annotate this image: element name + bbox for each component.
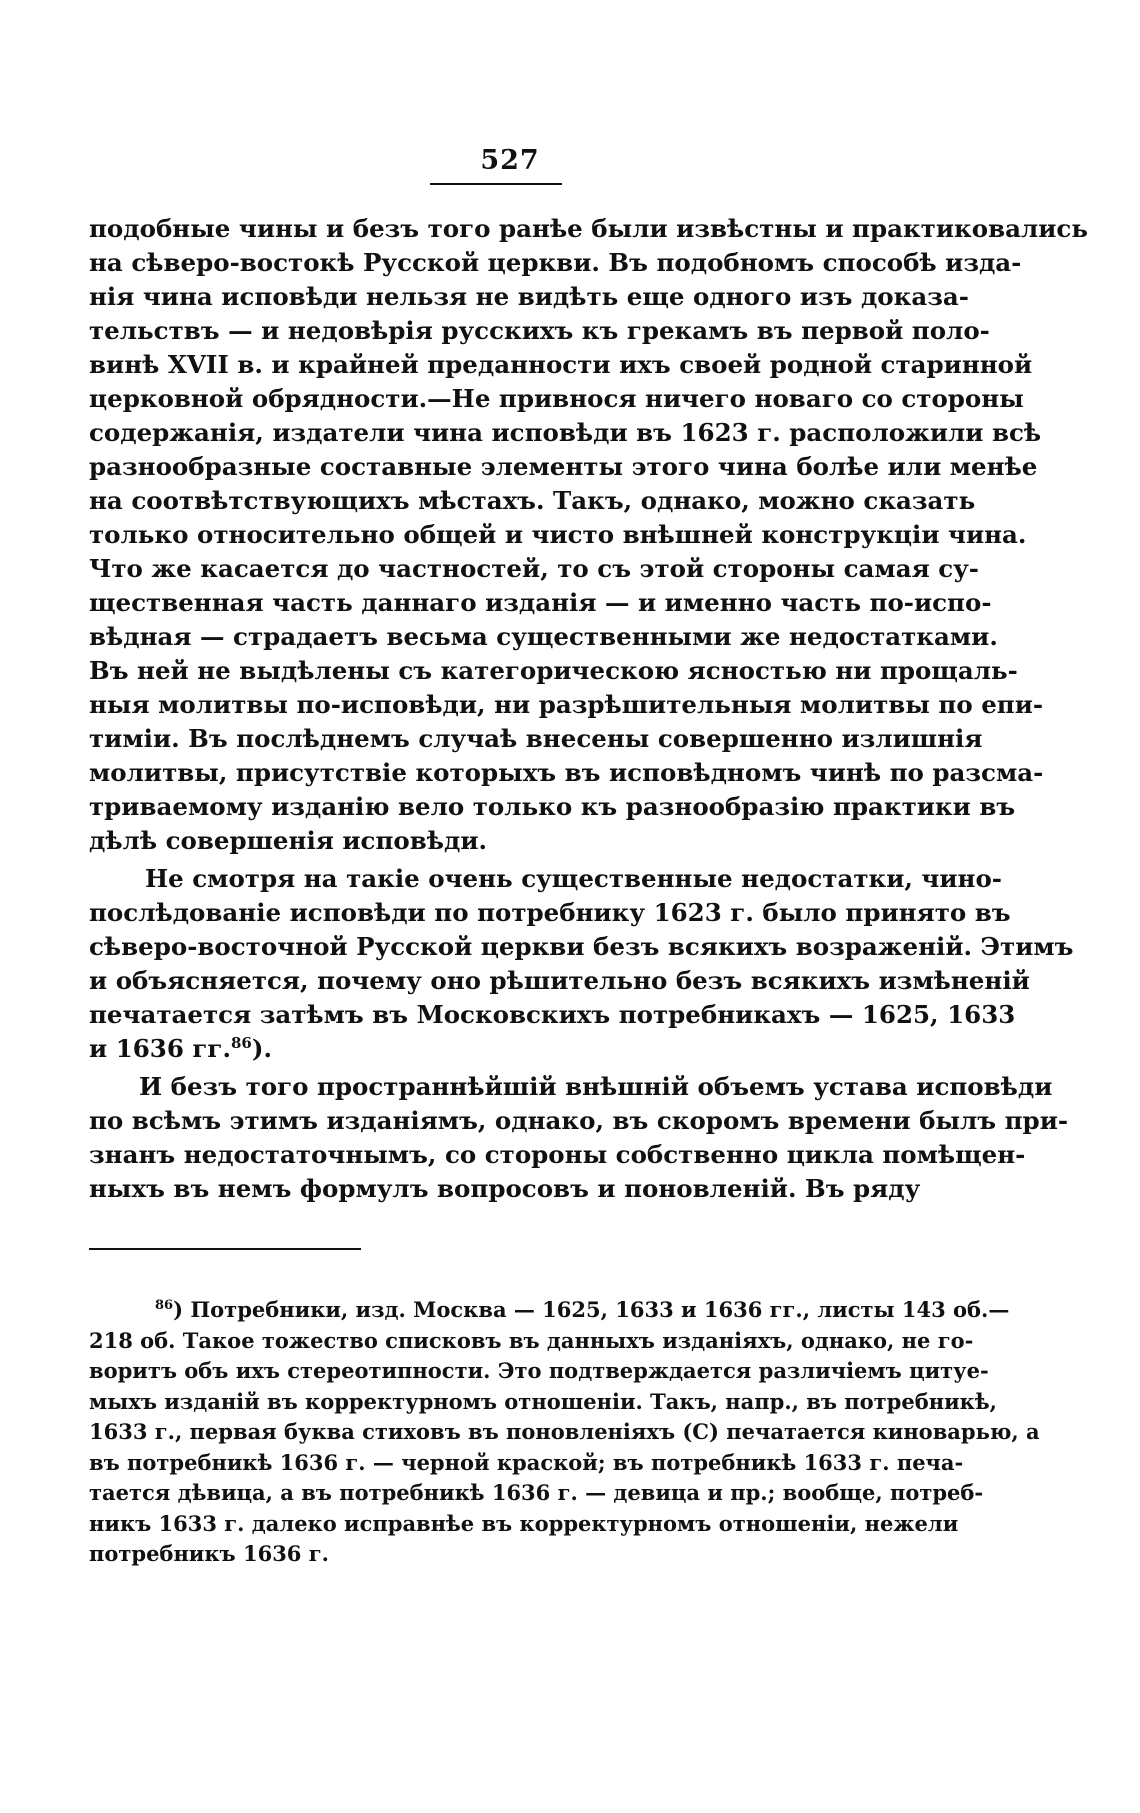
text-line: винѣ XVII в. и крайней преданности ихъ своей родной старинной	[89, 350, 1033, 379]
footnote	[89, 1295, 1040, 1570]
text-line: разнообразные составные элементы этого чина болѣе или менѣе	[89, 452, 1038, 481]
footnote-line: тается дѣвица, а въ потребникѣ 1636 г. — девица и пр.; вообще, потреб-	[89, 1480, 984, 1505]
text-line: тельствъ — и недовѣрія русскихъ къ грекамъ въ первой поло-	[89, 316, 990, 345]
text-line: по всѣмъ этимъ изданіямъ, однако, въ скоромъ времени былъ при-	[89, 1106, 1069, 1135]
text-line: вѣдная — страдаетъ весьма существенными же недостатками.	[89, 622, 998, 651]
text-line: тиміи. Въ послѣднемъ случаѣ внесены совершенно излишнія	[89, 724, 983, 753]
footnote-text: ) Потребники, изд. Москва — 1625, 1633 и 1636 гг., листы 143 об.—	[173, 1297, 1010, 1322]
text-line-with-footnote-ref	[89, 1032, 907, 1066]
footnote-line: 218 об. Такое тожество списковъ въ данныхъ изданіяхъ, однако, не го-	[89, 1327, 974, 1353]
footnote-line: въ потребникѣ 1636 г. — черной краской; въ потребникѣ 1633 г. печа-	[89, 1449, 964, 1475]
text-line: И безъ того пространнѣйшій внѣшній объемъ устава исповѣди	[139, 1072, 1053, 1101]
text-fragment: ).	[251, 1034, 272, 1063]
text-line: печатается затѣмъ въ Московскихъ потребникахъ — 1625, 1633	[89, 1000, 1016, 1029]
footnote-line: воритъ объ ихъ стереотипности. Это подтверждается различіемъ цитуе-	[89, 1358, 989, 1383]
page-number: 527	[480, 145, 540, 176]
text-line: триваемому изданію вело только къ разнообразію практики въ	[89, 792, 1016, 821]
text-line: церковной обрядности.—Не привнося ничего новаго со стороны	[89, 384, 1024, 413]
footnote-rule	[89, 1248, 361, 1250]
text-line: дѣлѣ совершенія исповѣди.	[89, 826, 488, 855]
text-line: на соотвѣтствующихъ мѣстахъ. Такъ, однако, можно сказать	[89, 486, 976, 515]
footnote-line: потребникъ 1636 г.	[89, 1541, 329, 1566]
text-line: Не смотря на такіе очень существенные недостатки, чино-	[145, 864, 1002, 893]
text-line: Въ ней не выдѣлены съ категорическою ясностью ни прощаль-	[89, 656, 1018, 685]
text-line: щественная часть даннаго изданія — и именно часть по-испо-	[89, 588, 992, 617]
text-line: знанъ недостаточнымъ, со стороны собственно цикла помѣщен-	[89, 1140, 1026, 1169]
footnote-line: никъ 1633 г. далеко исправнѣе въ корректурномъ отношеніи, нежели	[89, 1510, 959, 1536]
header-rule	[430, 183, 562, 185]
text-line: нія чина исповѣди нельзя не видѣть еще одного изъ доказа-	[89, 282, 969, 311]
footnote-mark: 86	[155, 1298, 174, 1313]
text-line: сѣверо-восточной Русской церкви безъ всякихъ возраженій. Этимъ	[89, 932, 1074, 961]
text-line: ныя молитвы по-исповѣди, ни разрѣшительныя молитвы по епи-	[89, 690, 1044, 719]
main-text	[89, 212, 1088, 1206]
text-line: молитвы, присутствіе которыхъ въ исповѣдномъ чинѣ по разсма-	[89, 758, 1044, 787]
text-line: подобные чины и безъ того ранѣе были извѣстны и практиковались	[89, 214, 1088, 243]
text-line: на сѣверо-востокѣ Русской церкви. Въ подобномъ способѣ изда-	[89, 248, 1022, 277]
footnote-reference: 86	[230, 1033, 252, 1052]
text-line: Что же касается до частностей, то съ этой стороны самая су-	[89, 554, 979, 583]
text-line: послѣдованіе исповѣди по потребнику 1623 г. было принято въ	[89, 898, 1011, 927]
text-line: и объясняется, почему оно рѣшительно безъ всякихъ измѣненій	[89, 966, 1030, 995]
footnote-line: мыхъ изданій въ корректурномъ отношеніи. Такъ, напр., въ потребникѣ,	[89, 1388, 997, 1414]
footnote-line	[89, 1295, 1010, 1326]
text-line: ныхъ въ немъ формулъ вопросовъ и поновленій. Въ ряду	[89, 1174, 921, 1203]
text-fragment: и 1636 гг.	[89, 1034, 231, 1063]
footnote-line: 1633 г., первая буква стиховъ въ поновленіяхъ (С) печатается киноварью, а	[89, 1419, 1040, 1444]
text-line: содержанія, издатели чина исповѣди въ 1623 г. расположили всѣ	[89, 418, 1042, 447]
text-line: только относительно общей и чисто внѣшней конструкціи чина.	[89, 520, 1027, 549]
